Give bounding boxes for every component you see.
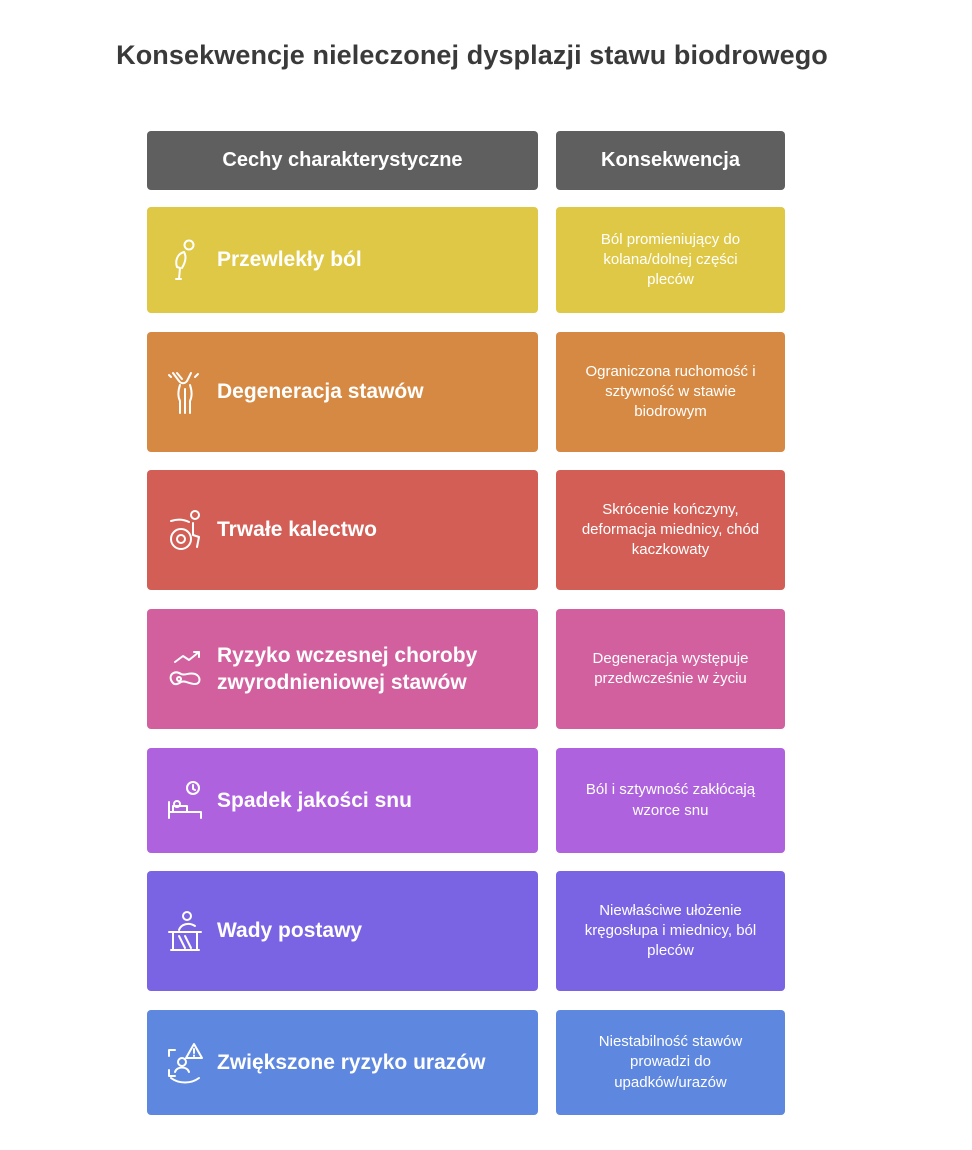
feature-label: Trwałe kalectwo: [217, 518, 377, 542]
feature-injury-risk: [147, 1010, 538, 1115]
consequence-sleep-quality-decline: Ból i sztywność zakłócają wzorce snu: [556, 748, 785, 853]
feature-posture-defects: [147, 871, 538, 991]
header-features: Cechy charakterystyczne: [147, 131, 538, 190]
wheelchair-icon: [165, 507, 205, 553]
feature-chronic-pain: [147, 207, 538, 313]
joint-trend-icon: [165, 646, 205, 692]
consequence-chronic-pain: Ból promieniujący do kolana/dolnej części pleców: [556, 207, 785, 313]
feature-label: Wady postawy: [217, 919, 363, 943]
page-title: Konsekwencje nieleczonej dysplazji stawu biodrowego: [116, 40, 828, 70]
consequence-posture-defects: Niewłaściwe ułożenie kręgosłupa i miednicy, ból pleców: [556, 871, 785, 991]
feature-joint-degeneration: [147, 332, 538, 452]
desk-posture-icon: [165, 908, 205, 954]
feature-early-osteoarthritis-risk: [147, 609, 538, 729]
feature-sleep-quality-decline: [147, 748, 538, 853]
bed-clock-icon: [165, 778, 205, 824]
knee-joint-icon: [165, 369, 205, 415]
injury-warning-icon: [165, 1040, 205, 1086]
feature-label: Przewlekły ból: [217, 248, 362, 272]
person-pain-icon: [165, 237, 205, 283]
feature-permanent-disability: [147, 470, 538, 590]
feature-label: Degeneracja stawów: [217, 380, 424, 404]
consequence-injury-risk: Niestabilność stawów prowadzi do upadków/urazów: [556, 1010, 785, 1115]
feature-label: Zwiększone ryzyko urazów: [217, 1050, 486, 1074]
header-consequence: Konsekwencja: [556, 131, 785, 190]
consequence-early-osteoarthritis-risk: Degeneracja występuje przedwcześnie w życiu: [556, 609, 785, 729]
consequence-joint-degeneration: Ograniczona ruchomość i sztywność w stawie biodrowym: [556, 332, 785, 452]
consequence-permanent-disability: Skrócenie kończyny, deformacja miednicy, chód kaczkowaty: [556, 470, 785, 590]
feature-label: Spadek jakości snu: [217, 788, 412, 812]
feature-label: Ryzyko wczesnej choroby zwyrodnieniowej stawów: [217, 643, 478, 694]
